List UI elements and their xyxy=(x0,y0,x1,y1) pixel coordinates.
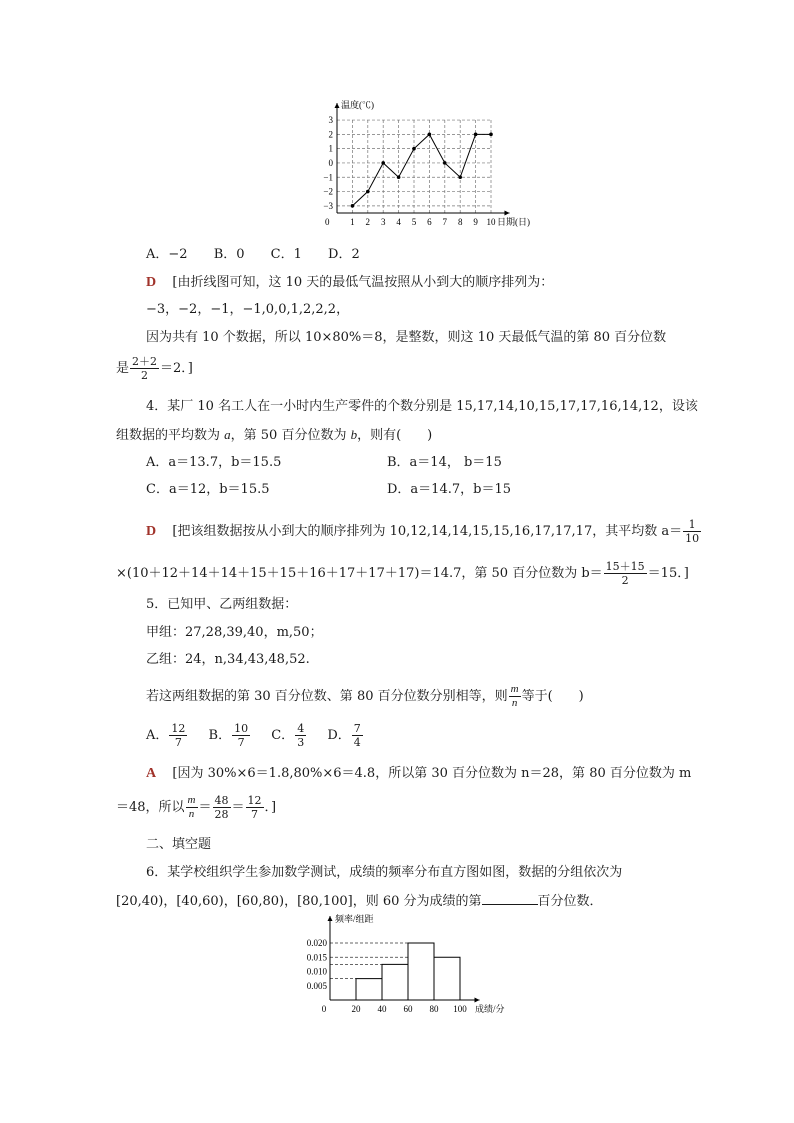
x-axis-label: 成绩/分 xyxy=(475,1004,505,1014)
q4-stem-line1: 4．某厂 10 名工人在一小时内生产零件的个数分别是 15,17,14,10,15,17,17,16,14,12，设该 xyxy=(146,399,698,414)
q6-stem-line2: [20,40)，[40,60)，[60,80)，[80,100]，则 60 分为成绩的第 百分位数． xyxy=(116,894,603,909)
q3-explanation-line2: −3，−2，−1，−1,0,0,1,2,2,2， xyxy=(146,302,350,317)
y-tick-label: −1 xyxy=(323,172,333,183)
x-tick-label: 3 xyxy=(380,217,386,227)
histogram-bar xyxy=(408,943,434,1000)
q3-explanation-line3: 因为共有 10 个数据，所以 10×80%＝8，是整数，则这 10 天最低气温的第 80 百分位数 xyxy=(146,330,667,345)
q5-answer-letter: A xyxy=(146,766,157,781)
x-tick-label: 9 xyxy=(473,217,478,227)
x-tick-label: 8 xyxy=(457,217,463,227)
q3-option-b: B．0 xyxy=(213,247,245,262)
q5-option-d: D． $\frac{7}{4}$ xyxy=(327,722,361,749)
y-tick-label: 0.015 xyxy=(306,952,327,963)
x-tick-label: 40 xyxy=(377,1004,387,1014)
q3-explanation-line1: [由折线图可知，这 10 天的最低气温按照从小到大的顺序排列为： xyxy=(172,275,554,290)
y-tick-label: 3 xyxy=(328,115,333,126)
q5-option-b: B． $\frac{10}{7}$ xyxy=(208,722,249,749)
x-tick-label: 80 xyxy=(429,1004,439,1014)
x-tick-label: 6 xyxy=(427,217,432,227)
y-tick-label: 0.005 xyxy=(306,980,327,991)
q3-fraction: $\frac{2+2}{2}$ xyxy=(132,355,158,382)
q4-option-c: C．a＝12，b＝15.5 xyxy=(146,482,270,497)
q4-explanation-line2: ×(10＋12＋14＋14＋15＋15＋16＋17＋17＋17)＝14.7，第 50 百分位数为 b＝ xyxy=(116,566,603,581)
q6-stem-line1: 6．某学校组织学生参加数学测试，成绩的频率分布直方图如图，数据的分组依次为 xyxy=(146,865,623,880)
y-tick-label: 0.020 xyxy=(306,938,327,948)
y-axis-label: 温度(℃) xyxy=(341,100,374,110)
data-point xyxy=(381,161,385,165)
y-tick-label: 2 xyxy=(328,129,333,140)
x-tick-label: 20 xyxy=(351,1004,361,1014)
data-point xyxy=(489,133,493,137)
x-tick-label: 60 xyxy=(403,1004,413,1014)
origin-label: 0 xyxy=(321,1004,327,1014)
q5-stem: 5．已知甲、乙两组数据： xyxy=(146,597,298,612)
q3-explanation-line4-post: ＝2．] xyxy=(160,361,193,376)
y-tick-label: 0.010 xyxy=(306,966,327,977)
data-point xyxy=(428,133,432,137)
temperature-line-chart xyxy=(300,95,530,235)
q5-group1: 甲组：27,28,39,40，m,50； xyxy=(146,625,323,640)
q3-answer-letter: D xyxy=(146,275,157,290)
q4-explanation-line1: [把该组数据按从小到大的顺序排列为 10,12,14,14,15,15,16,17,17,17，其平均数 a＝ xyxy=(172,524,683,539)
x-axis-label: 日期(日) xyxy=(497,217,530,227)
x-tick-label: 10 xyxy=(486,217,496,227)
data-point xyxy=(474,133,478,137)
x-tick-label: 5 xyxy=(411,217,417,227)
data-point xyxy=(412,147,416,151)
origin-label: 0 xyxy=(325,217,330,227)
q5-explanation-line2: ＝48，所以 $\frac{m}{n}$ ＝ $\frac{48}{28}$ ＝ $\frac{12}{7}$ ．] xyxy=(116,794,277,821)
q5-option-a: A． $\frac{12}{7}$ xyxy=(146,722,186,749)
y-tick-label: 0 xyxy=(328,157,333,168)
data-point xyxy=(397,175,401,179)
q4-option-a: A．a＝13.7，b＝15.5 xyxy=(146,455,282,470)
q5-options xyxy=(146,722,364,749)
y-axis-arrow xyxy=(335,103,340,108)
q5-question: 若这两组数据的第 30 百分位数、第 80 百分位数分别相等，则 $\frac{m}{n}$ 等于( ) xyxy=(146,683,584,709)
y-tick-label: −2 xyxy=(323,186,333,197)
q4-option-d: D．a＝14.7，b＝15 xyxy=(387,482,511,497)
q3-explanation-line4-pre: 是 xyxy=(116,361,130,376)
data-point xyxy=(366,190,370,194)
y-axis-arrow xyxy=(328,916,333,921)
q5-explanation-line1: [因为 30%×6＝1.8,80%×6＝4.8，所以第 30 百分位数为 n＝28，第 80 百分位数为 m xyxy=(172,766,692,781)
data-point xyxy=(443,161,447,165)
q3-option-c: C．1 xyxy=(270,247,302,262)
x-tick-label: 4 xyxy=(396,217,401,227)
q4-fraction-median: $\frac{15+15}{2}$ xyxy=(605,560,645,587)
x-axis-arrow xyxy=(475,998,480,1003)
histogram-bar xyxy=(356,979,382,1000)
q3-option-d: D．2 xyxy=(328,247,360,262)
q4-answer-letter: D xyxy=(146,524,157,539)
q4-stem-line2: 组数据的平均数为 a，第 50 百分位数为 b，则有( ) xyxy=(116,427,433,443)
data-point xyxy=(351,204,355,208)
histogram-bar xyxy=(382,964,408,1000)
q4-option-b: B．a＝14， b＝15 xyxy=(387,455,502,470)
q4-fraction-1-10: $\frac{1}{10}$ xyxy=(685,518,700,545)
q6-answer-blank[interactable] xyxy=(482,892,538,905)
histogram-bar xyxy=(434,957,460,1000)
x-axis-arrow xyxy=(504,211,509,216)
y-axis-label: 频率/组距 xyxy=(335,914,374,924)
temperature-line xyxy=(352,134,491,206)
q3-option-a: A．−2 xyxy=(146,247,188,262)
x-tick-label: 100 xyxy=(453,1004,467,1014)
q5-option-c: C． $\frac{4}{3}$ xyxy=(271,722,305,749)
data-point xyxy=(458,175,462,179)
section-heading-fill-blank: 二、填空题 xyxy=(146,837,212,852)
x-tick-label: 2 xyxy=(365,217,371,227)
q5-group2: 乙组：24，n,34,43,48,52. xyxy=(146,652,310,667)
score-histogram xyxy=(300,910,530,1025)
y-tick-label: 1 xyxy=(328,143,333,154)
x-tick-label: 1 xyxy=(350,217,355,227)
y-tick-label: −3 xyxy=(323,200,333,211)
q4-explanation-line2-post: ＝15．] xyxy=(647,566,689,581)
x-tick-label: 7 xyxy=(442,217,448,227)
